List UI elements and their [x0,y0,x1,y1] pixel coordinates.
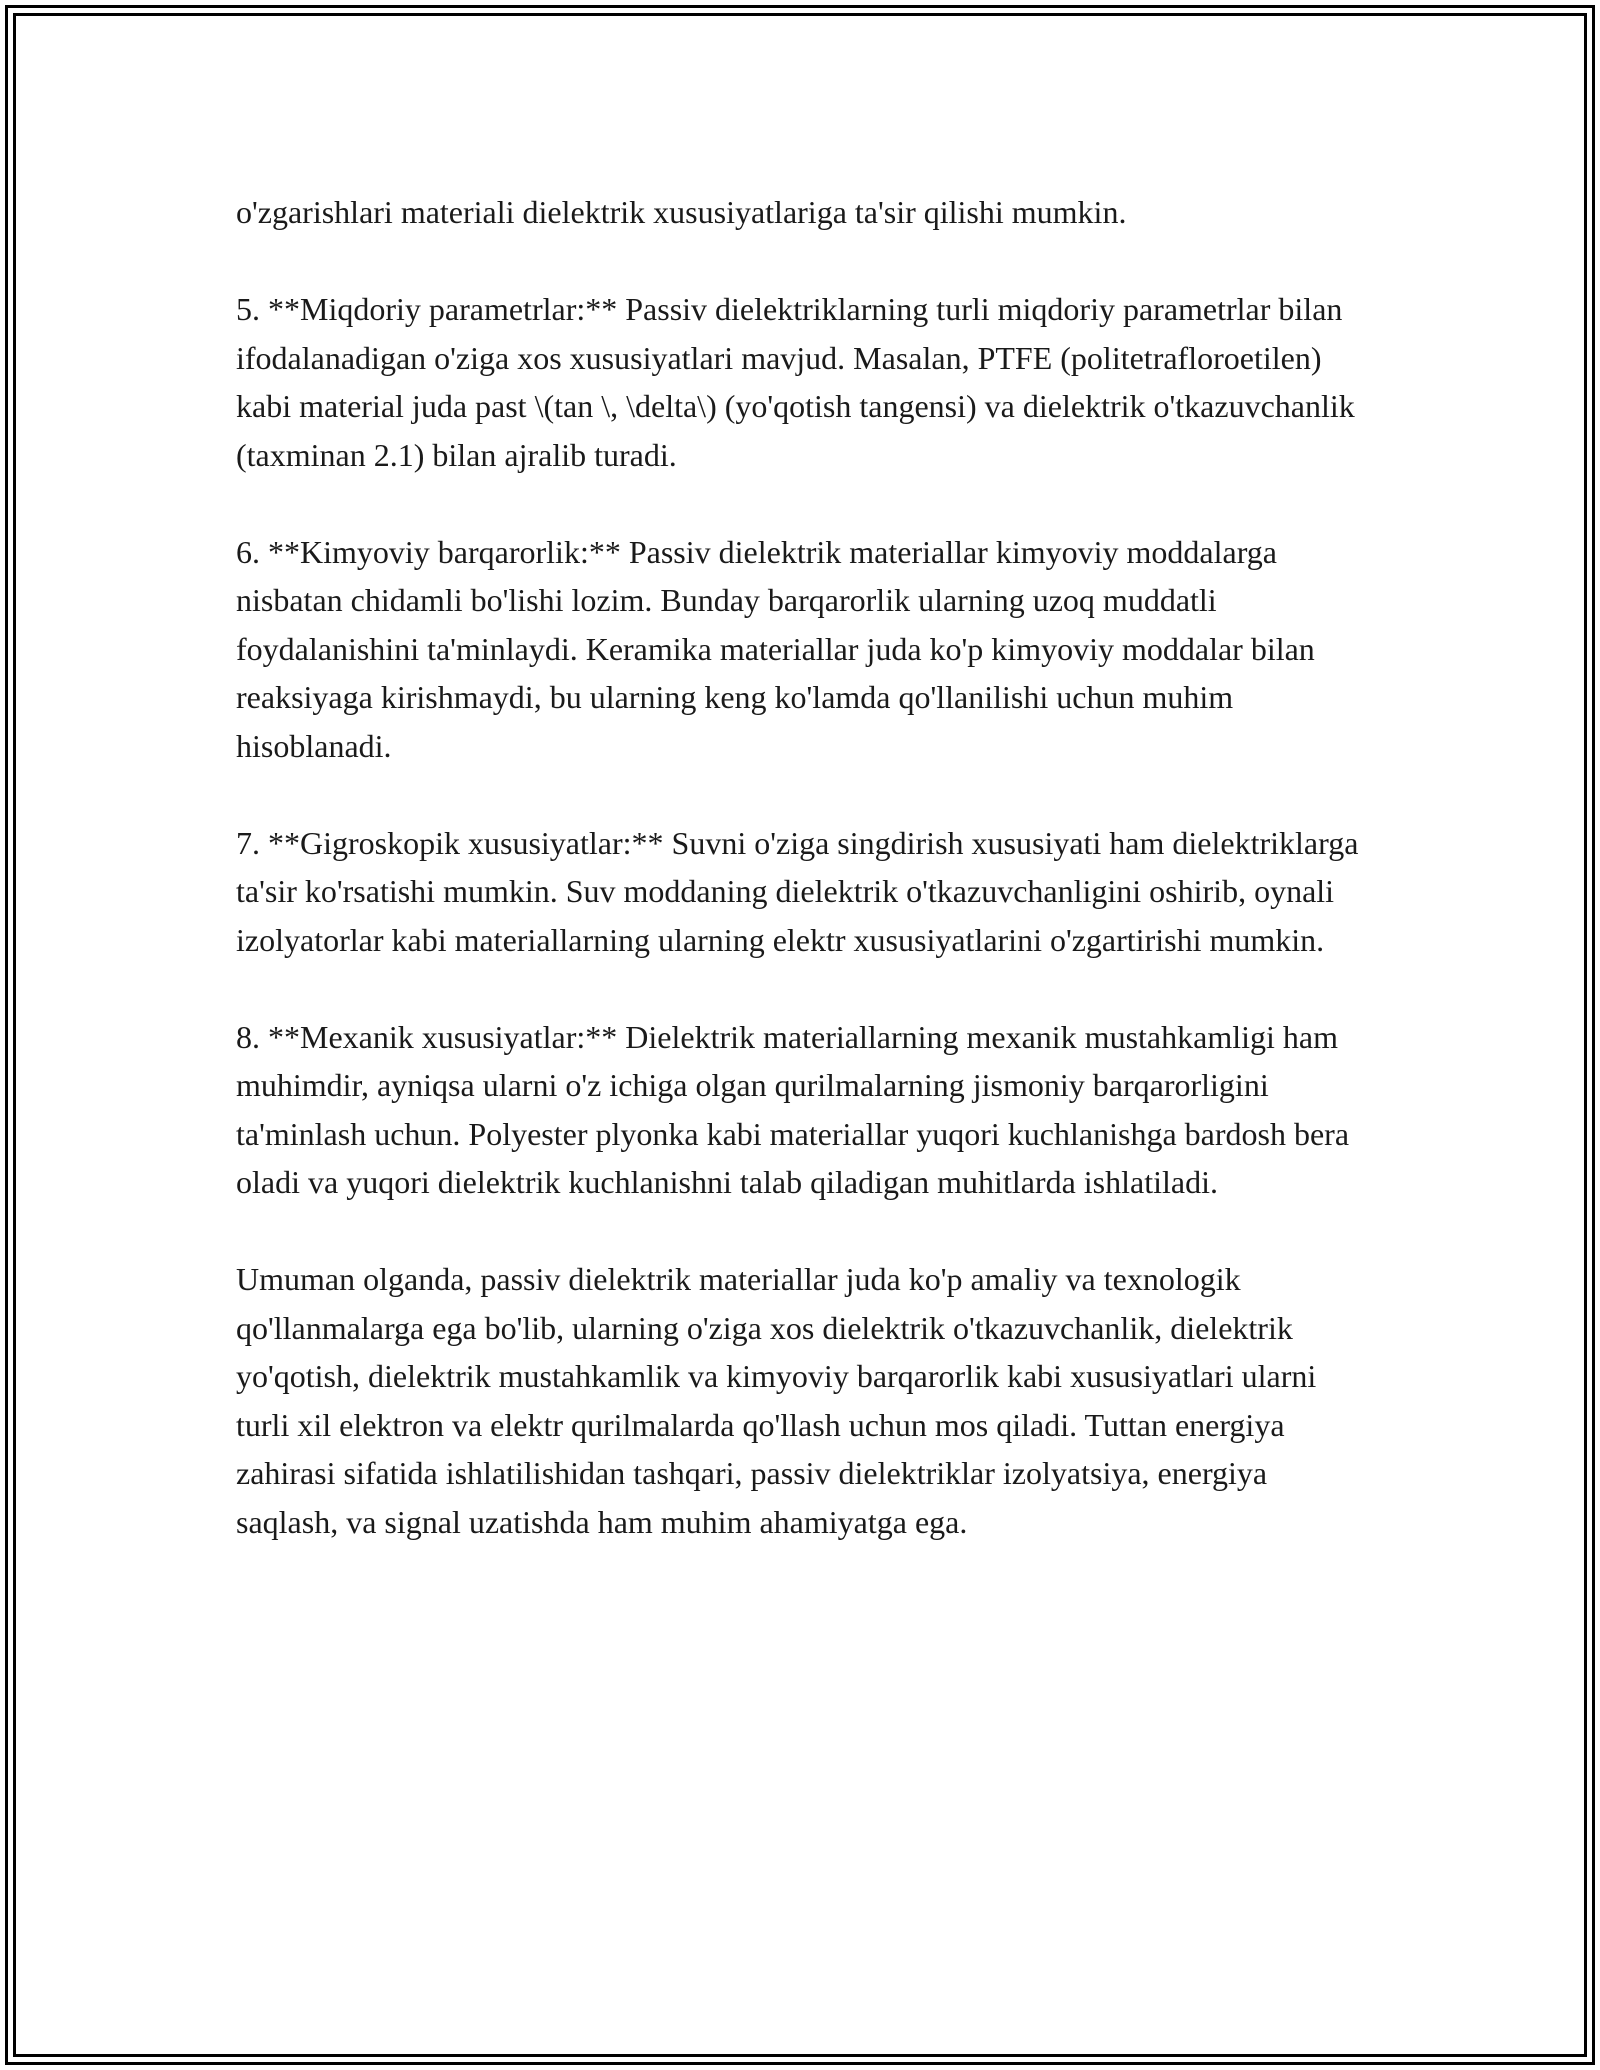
paragraph-item-5: 5. **Miqdoriy parametrlar:** Passiv dielektriklarning turli miqdoriy parametrlar bilan ifodalanadigan o'ziga xos xususiyatlari mavjud. Masalan, PTFE (politetrafloroetilen) kabi material juda past \(tan \, \delta\) (yo'qotish tangensi) va dielektrik o'tkazuvchanlik (taxminan 2.1) bilan ajralib turadi. [236,291,1355,473]
paragraph-item-8: 8. **Mexanik xususiyatlar:** Dielektrik materiallarning mexanik mustahkamligi ham muhimdir, ayniqsa ularni o'z ichiga olgan qurilmalarning jismoniy barqarorligini ta'minlash uchun. Polyester plyonka kabi materiallar yuqori kuchlanishga bardosh bera oladi va yuqori dielektrik kuchlanishni talab qiladigan muhitlarda ishlatiladi. [236,1018,1350,1200]
paragraph-continuation: o'zgarishlari materiali dielektrik xususiyatlariga ta'sir qilishi mumkin. [236,194,1127,230]
document-body [236,188,1376,1595]
paragraph-item-6: 6. **Kimyoviy barqarorlik:** Passiv dielektrik materiallar kimyoviy moddalarga nisbatan chidamli bo'lishi lozim. Bunday barqarorlik ularning uzoq muddatli foydalanishini ta'minlaydi. Keramika materiallar juda ko'p kimyoviy moddalar bilan reaksiyaga kirishmaydi, bu ularning keng ko'lamda qo'llanilishi uchun muhim hisoblanadi. [236,533,1315,764]
paragraph-item-7: 7. **Gigroskopik xususiyatlar:** Suvni o'ziga singdirish xususiyati ham dielektriklarga ta'sir ko'rsatishi mumkin. Suv moddaning dielektrik o'tkazuvchanligini oshirib, oynali izolyatorlar kabi materiallarning ularning elektr xususiyatlarini o'zgartirishi mumkin. [236,824,1359,958]
paragraph-conclusion: Umuman olganda, passiv dielektrik materiallar juda ko'p amaliy va texnologik qo'llanmalarga ega bo'lib, ularning o'ziga xos dielektrik o'tkazuvchanlik, dielektrik yo'qotish, dielektrik mustahkamlik va kimyoviy barqarorlik kabi xususiyatlari ularni turli xil elektron va elektr qurilmalarda qo'llash uchun mos qiladi. Tuttan energiya zahirasi sifatida ishlatilishidan tashqari, passiv dielektriklar izolyatsiya, energiya saqlash, va signal uzatishda ham muhim ahamiyatga ega. [236,1261,1317,1540]
